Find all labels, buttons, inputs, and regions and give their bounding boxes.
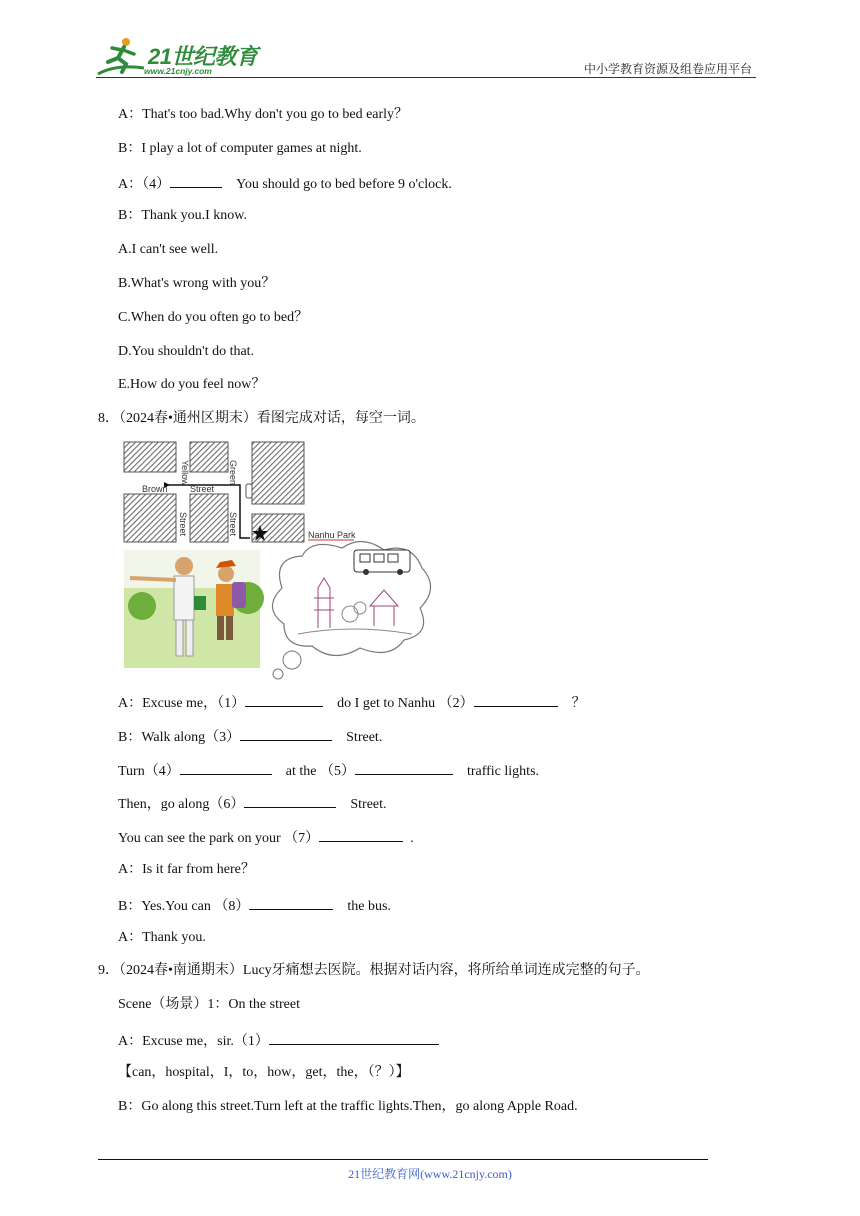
dialog-line: A：Is it far from here？	[118, 862, 255, 877]
word-bank: 【can，hospital，I，to，how，get，the，（？）】	[118, 1065, 410, 1080]
dialog-line: B：Walk along（3） Street.	[118, 726, 382, 747]
answer-blank[interactable]	[180, 760, 272, 775]
option-line: A.I can't see well.	[118, 242, 219, 257]
dialog-line: B：Thank you.I know.	[118, 208, 247, 223]
answer-blank[interactable]	[319, 827, 403, 842]
header-divider	[96, 77, 756, 78]
dialog-line: A：（4） You should go to bed before 9 o'clock.	[118, 173, 452, 194]
map-figure	[122, 438, 440, 684]
park-label: Nanhu Park	[308, 530, 356, 540]
dialog-line: A：Excuse me，（1） do I get to Nanhu （2） ？	[118, 692, 586, 713]
option-line: D.You shouldn't do that.	[118, 344, 255, 359]
street-label: Street	[178, 512, 188, 537]
answer-blank[interactable]	[355, 760, 453, 775]
dialog-line: A：Thank you.	[118, 930, 206, 945]
runner-logo-icon	[96, 34, 148, 78]
logo-url: www.21cnjy.com	[144, 66, 212, 76]
answer-blank[interactable]	[244, 793, 336, 808]
map-illustration	[122, 438, 440, 684]
dialog-line: B：Yes.You can （8） the bus.	[118, 895, 391, 916]
scene-line: Scene（场景）1：On the street	[118, 997, 300, 1012]
answer-blank[interactable]	[474, 692, 558, 707]
dialog-line: Turn（4） at the （5） traffic lights.	[118, 760, 539, 781]
street-label: Street	[228, 512, 238, 537]
footer-text: 21世纪教育网(www.21cnjy.com)	[348, 1167, 512, 1181]
option-line: B.What's wrong with you？	[118, 276, 276, 291]
yellow-street-label: Yellow	[180, 460, 190, 486]
question-title: 8．（2024春•通州区期末）看图完成对话，每空一词。	[98, 411, 425, 426]
green-street-label: Green	[228, 460, 238, 486]
answer-blank[interactable]	[170, 173, 222, 188]
site-name: 中小学教育资源及组卷应用平台	[583, 62, 752, 76]
page-header	[96, 30, 756, 78]
answer-blank[interactable]	[245, 692, 323, 707]
brown-street-label: Brown	[142, 484, 168, 494]
option-line: C.When do you often go to bed？	[118, 310, 309, 325]
dialog-line: B：Go along this street.Turn left at the traffic lights.Then，go along Apple Road.	[118, 1099, 578, 1114]
dialog-line: A：Excuse me，sir.（1）	[118, 1030, 439, 1051]
site-logo	[96, 34, 266, 76]
footer-divider	[98, 1159, 708, 1160]
answer-blank[interactable]	[249, 895, 333, 910]
logo-text: 21世纪教育	[148, 44, 258, 69]
question-title: 9．（2024春•南通期末）Lucy牙痛想去医院。根据对话内容，将所给单词连成完整的句子。	[98, 963, 650, 978]
street-label: Street	[190, 484, 215, 494]
option-line: E.How do you feel now？	[118, 377, 266, 392]
answer-blank[interactable]	[240, 726, 332, 741]
dialog-line: A：That's too bad.Why don't you go to bed early？	[118, 107, 409, 122]
dialog-line: You can see the park on your （7） .	[118, 827, 414, 848]
dialog-line: B：I play a lot of computer games at night.	[118, 141, 362, 156]
dialog-line: Then，go along（6） Street.	[118, 793, 387, 814]
answer-blank[interactable]	[269, 1030, 439, 1045]
